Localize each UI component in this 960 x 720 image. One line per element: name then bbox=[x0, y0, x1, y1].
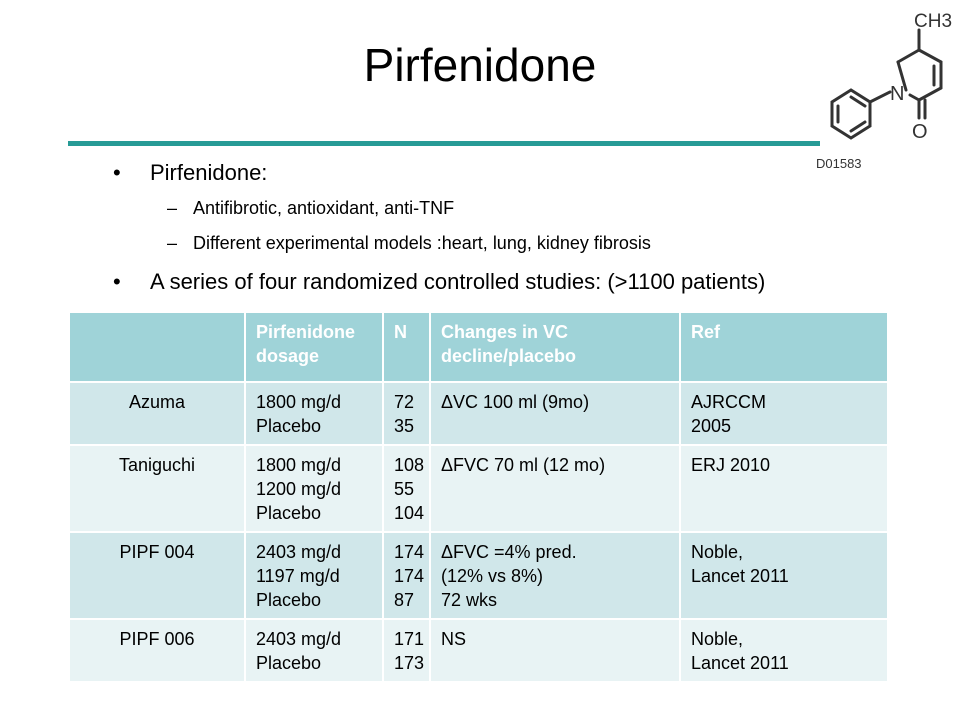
study-name-cell: Azuma bbox=[70, 382, 245, 445]
study-name-cell: PIPF 004 bbox=[70, 532, 245, 619]
change-cell bbox=[430, 445, 680, 532]
table-row bbox=[70, 445, 888, 532]
oxygen-label: O bbox=[912, 121, 928, 143]
cell-line: Placebo bbox=[256, 590, 322, 610]
cell-line: 173 bbox=[394, 653, 425, 673]
dosage-cell bbox=[245, 532, 383, 619]
cell-line: 55 bbox=[394, 479, 415, 499]
studies-table bbox=[70, 313, 889, 683]
study-name-cell: PIPF 006 bbox=[70, 619, 245, 682]
ref-cell bbox=[680, 532, 888, 619]
cell-line: Noble, bbox=[691, 629, 744, 649]
cell-line: 1197 mg/d bbox=[256, 566, 340, 586]
cell-line: 174 bbox=[394, 566, 425, 586]
table-row bbox=[70, 382, 888, 445]
header-study bbox=[70, 313, 245, 382]
cell-line: 104 bbox=[394, 503, 425, 523]
change-cell bbox=[430, 532, 680, 619]
pirfenidone-structure-image bbox=[806, 0, 960, 185]
cell-line: 2403 mg/d bbox=[256, 629, 342, 649]
cell-line: ΔFVC 70 ml (12 mo) bbox=[441, 455, 606, 475]
slide-title: Pirfenidone bbox=[363, 39, 597, 91]
sub-bullet-marker: – bbox=[167, 198, 178, 218]
table-header-row bbox=[70, 313, 888, 382]
cell-line: 2005 bbox=[691, 416, 732, 436]
dosage-cell bbox=[245, 445, 383, 532]
methyl-label: CH3 bbox=[914, 11, 953, 32]
sub-bullet-marker: – bbox=[167, 233, 178, 253]
cell-line: Placebo bbox=[256, 653, 322, 673]
ref-cell bbox=[680, 619, 888, 682]
ref-cell bbox=[680, 445, 888, 532]
cell-line: 72 wks bbox=[441, 590, 498, 610]
title-underline bbox=[68, 141, 820, 146]
cell-line: 72 bbox=[394, 392, 415, 412]
dosage-cell bbox=[245, 382, 383, 445]
study-name-cell: Taniguchi bbox=[70, 445, 245, 532]
dosage-cell bbox=[245, 619, 383, 682]
cell-line: 2403 mg/d bbox=[256, 542, 342, 562]
cell-line: AJRCCM bbox=[691, 392, 766, 412]
cell-line: 1800 mg/d bbox=[256, 455, 342, 475]
header-change: Changes in VC decline/placebo bbox=[430, 313, 680, 382]
cell-line: 108 bbox=[394, 455, 425, 475]
cell-line: 1200 mg/d bbox=[256, 479, 342, 499]
cell-line: (12% vs 8%) bbox=[441, 566, 544, 586]
change-cell bbox=[430, 382, 680, 445]
sub-bullet-2: Different experimental models :heart, lung, kidney fibrosis bbox=[193, 233, 651, 253]
table-row bbox=[70, 619, 888, 682]
cell-line: 174 bbox=[394, 542, 425, 562]
n-cell bbox=[383, 382, 430, 445]
cell-line: 87 bbox=[394, 590, 415, 610]
cell-line: ΔVC 100 ml (9mo) bbox=[441, 392, 590, 412]
cell-line: ERJ 2010 bbox=[691, 455, 771, 475]
n-cell bbox=[383, 445, 430, 532]
cell-line: 171 bbox=[394, 629, 425, 649]
nitrogen-label: N bbox=[890, 83, 905, 105]
cell-line: ΔFVC =4% pred. bbox=[441, 542, 577, 562]
cell-line: Placebo bbox=[256, 416, 322, 436]
change-cell bbox=[430, 619, 680, 682]
molecule-label: D01583 bbox=[816, 156, 862, 171]
bullet-1: Pirfenidone: bbox=[150, 160, 268, 185]
bullet-2: A series of four randomized controlled studies: (>1100 patients) bbox=[150, 269, 766, 294]
cell-line: Placebo bbox=[256, 503, 322, 523]
cell-line: 1800 mg/d bbox=[256, 392, 342, 412]
cell-line: NS bbox=[441, 629, 467, 649]
sub-bullet-1: Antifibrotic, antioxidant, anti-TNF bbox=[193, 198, 455, 218]
cell-line: Lancet 2011 bbox=[691, 566, 789, 586]
ref-cell bbox=[680, 382, 888, 445]
header-ref: Ref bbox=[680, 313, 888, 382]
header-dosage: Pirfenidone dosage bbox=[245, 313, 383, 382]
n-cell bbox=[383, 619, 430, 682]
cell-line: 35 bbox=[394, 416, 415, 436]
header-n: N bbox=[383, 313, 430, 382]
cell-line: Noble, bbox=[691, 542, 744, 562]
n-cell bbox=[383, 532, 430, 619]
bullet-marker: • bbox=[113, 269, 121, 294]
table-row bbox=[70, 532, 888, 619]
bullet-marker: • bbox=[113, 160, 121, 185]
cell-line: Lancet 2011 bbox=[691, 653, 789, 673]
